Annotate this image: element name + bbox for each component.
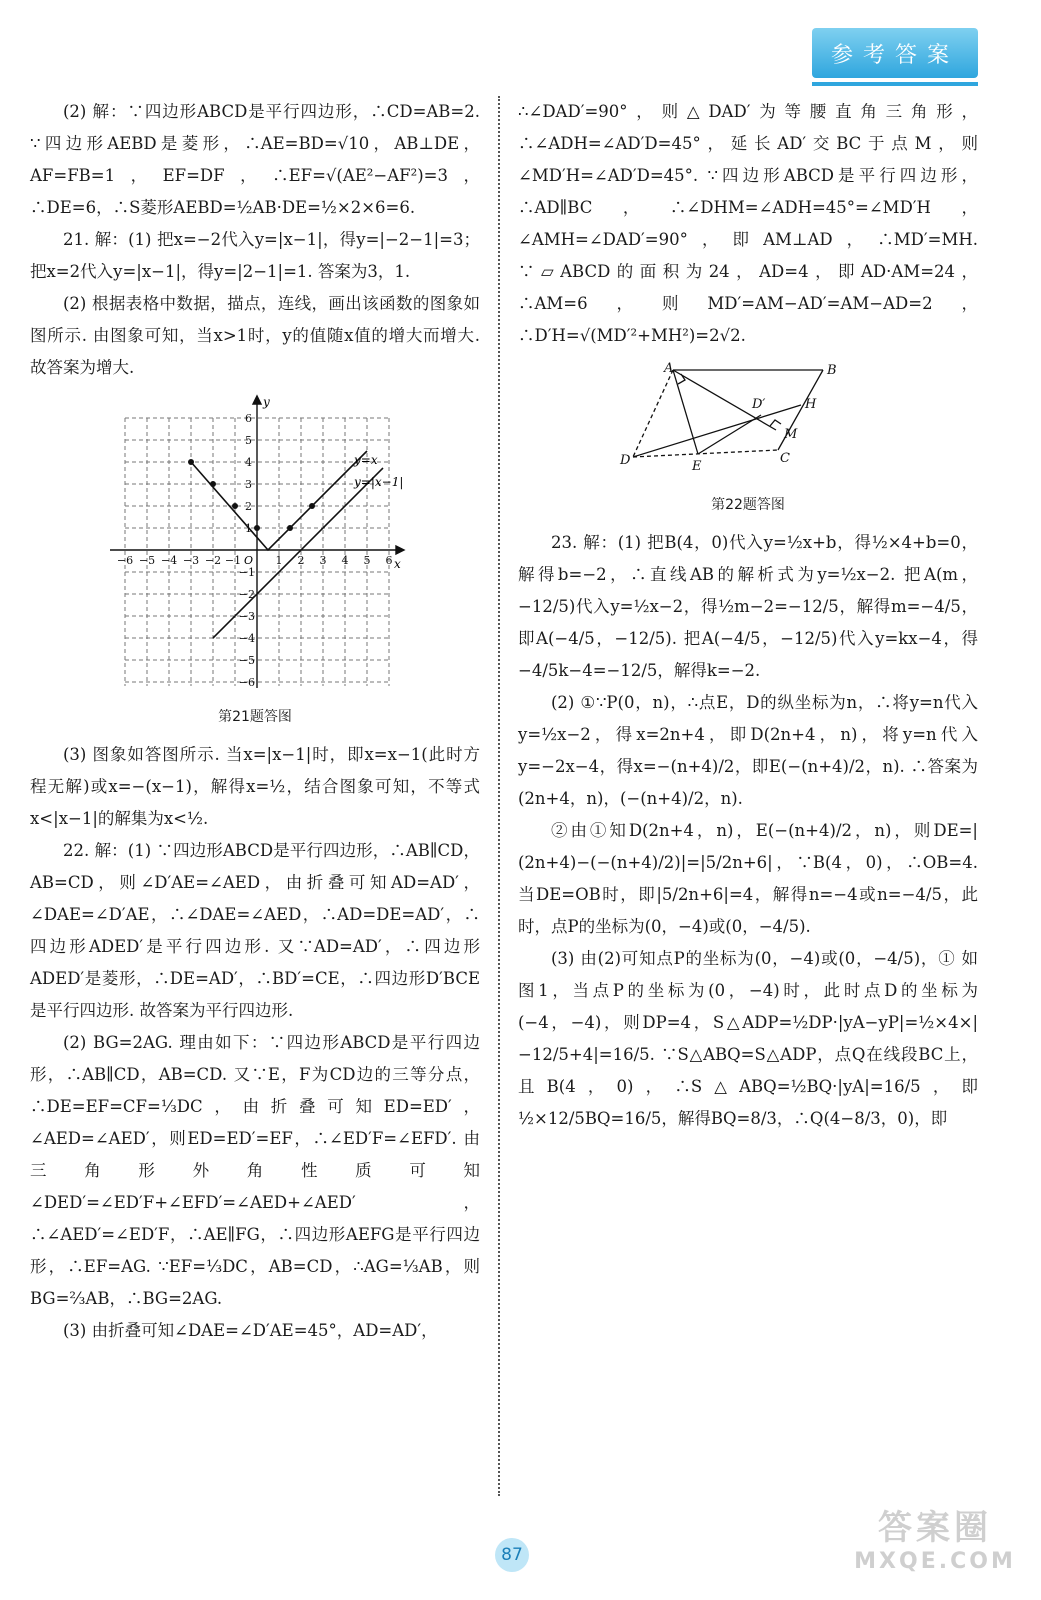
label-m: M <box>784 427 798 442</box>
label-d-prime: D′ <box>752 397 766 412</box>
left-para-4: (3) 图象如答图所示. 当x=|x−1|时，即x=x−1(此时方程无解)或x=−(x−1)，解得x=½，结合图象可知，不等式x<|x−1|的解集为x<½. <box>30 745 480 828</box>
x-tick: 5 <box>363 554 371 567</box>
plot-point <box>188 459 194 465</box>
right-para-3: (2) ①∵P(0，n)，∴点E，D的纵坐标为n，∴将y=n代入y=½x−2，得x=2n+4，即D(2n+4，n)，将y=n代入y=−2x−4，得x=−(n+4)/2，即E(−(n+4)/2，n). ∴答案为(2n+4，n)，(−(n+4)/2，n). <box>518 693 978 808</box>
label-b: B <box>827 363 837 378</box>
y-tick: −3 <box>238 610 255 623</box>
plot-point <box>254 525 260 531</box>
watermark-bottom: MXQE.COM <box>854 1549 1016 1574</box>
y-tick: −1 <box>238 566 255 579</box>
graph-y-eq-abs-x-minus-1 <box>191 451 367 550</box>
segment-dc <box>633 450 778 457</box>
y-tick: 6 <box>245 412 252 425</box>
y-tick: 4 <box>245 456 252 469</box>
right-para-1: ∴∠DAD′=90°，则△DAD′为等腰直角三角形，∴∠ADH=∠AD′D=45°，延长AD′交BC于点M，则∠MD′H=∠AD′D=45°. ∵四边形ABCD是平行四边形，∴AD∥BC，∴∠DHM=∠ADH=45°=∠MD′H，∠AMH=∠DAD′=90°，即AM⊥AD，∴MD′=MH. ∵▱ABCD的面积为24，AD=4，即AD·AM=24，∴AM=6，则MD′=AM−AD′=AM−AD=2，∴D′H=√(MD′²+MH²)=2√2. <box>518 102 978 345</box>
left-para-7: (3) 由折叠可知∠DAE=∠D′AE=45°，AD=AD′， <box>63 1321 438 1340</box>
column-divider <box>498 96 500 1496</box>
y-tick: 5 <box>245 434 252 447</box>
plot-point <box>232 503 238 509</box>
x-tick: −4 <box>160 554 178 567</box>
x-tick: 2 <box>297 554 305 567</box>
y-tick: −5 <box>238 654 255 667</box>
label-y-eq-x: y=x <box>354 453 378 467</box>
x-tick: 1 <box>275 554 283 567</box>
page-number: 87 <box>495 1538 529 1572</box>
label-h: H <box>805 397 817 412</box>
label-y-eq-abs: y=|x−1| <box>354 475 404 489</box>
left-para-3: (2) 根据表格中数据，描点，连线，画出该函数的图象如图所示. 由图象可知，当x>1时，y的值随x值的增大而增大. 故答案为增大. <box>30 294 480 377</box>
answer-key-badge: 参考答案 <box>812 28 978 78</box>
origin-label: O <box>244 554 254 567</box>
left-para-5: 22. 解：(1) ∵四边形ABCD是平行四边形，∴AB∥CD，AB=CD，则∠D′AE=∠AED，由折叠可知AD=AD′，∠DAE=∠D′AE，∴∠DAE=∠AED，∴AD=DE=AD′，∴四边形ADED′是平行四边形. 又∵AD=AD′，∴四边形ADED′是菱形，∴DE=AD′，∴BD′=CE，∴四边形D′BCE是平行四边形. 故答案为平行四边形. <box>30 841 480 1020</box>
x-tick: 4 <box>341 554 349 567</box>
x-axis-label: x <box>394 557 401 571</box>
y-tick: 2 <box>245 500 252 513</box>
right-column <box>518 96 978 1135</box>
x-tick: 3 <box>319 554 327 567</box>
label-a: A <box>664 361 674 376</box>
plot-point <box>309 503 315 509</box>
left-column <box>30 96 480 1347</box>
figure-21-graph <box>100 392 410 692</box>
x-tick: 6 <box>385 554 393 567</box>
right-para-5: (3) 由(2)可知点P的坐标为(0，−4)或(0，−4/5)，① 如图1，当点P的坐标为(0，−4)时，此时点D的坐标为(−4，−4)，则DP=4，S△ADP=½DP·|yA−yP|=½×4×|−12/5+4|=16/5. ∵S△ABQ=S△ADP，点Q在线段BC上，且B(4，0)，∴S△ABQ=½BQ·|yA|=16/5，即½×12/5BQ=16/5，解得BQ=8/3，∴Q(4−8/3，0)，即 <box>518 949 978 1128</box>
watermark-logo <box>840 1508 1030 1588</box>
left-para-2: 21. 解：(1) 把x=−2代入y=|x−1|，得y=|−2−1|=3；把x=2代入y=|x−1|，得y=|2−1|=1. 答案为3，1. <box>30 230 480 281</box>
right-angle-m <box>770 420 781 426</box>
right-para-2: 23. 解：(1) 把B(4，0)代入y=½x+b，得½×4+b=0，解得b=−2，∴直线AB的解析式为y=½x−2. 把A(m，−12/5)代入y=½x−2，得½m−2=−12/5，解得m=−4/5，即A(−4/5，−12/5). 把A(−4/5，−12/5)代入y=kx−4，得−4/5k−4=−12/5，解得k=−2. <box>518 533 978 680</box>
plot-point <box>287 525 293 531</box>
x-tick: −6 <box>116 554 134 567</box>
y-tick: −4 <box>238 632 255 645</box>
label-d: D <box>620 453 631 468</box>
badge-underline <box>812 82 978 86</box>
left-para-6: (2) BG=2AG. 理由如下：∵四边形ABCD是平行四边形，∴AB∥CD，AB=CD. 又∵E，F为CD边的三等分点，∴DE=EF=CF=⅓DC，由折叠可知ED=ED′，∠AED=∠AED′，则ED=ED′=EF，∴∠ED′F=∠EFD′. 由三角形外角性质可知∠DED′=∠ED′F+∠EFD′=∠AED+∠AED′，∴∠AED′=∠ED′F，∴AE∥FG，∴四边形AEFG是平行四边形，∴EF=AG. ∵EF=⅓DC，AB=CD，∴AG=⅓AB，则BG=⅔AB，∴BG=2AG. <box>30 1033 480 1308</box>
x-tick: −5 <box>138 554 156 567</box>
label-e: E <box>692 459 702 474</box>
x-tick: −1 <box>224 554 242 567</box>
right-angle-a <box>678 374 685 384</box>
segment-dh <box>633 405 801 457</box>
x-tick: −2 <box>204 554 222 567</box>
line-y-eq-x <box>213 468 383 638</box>
left-para-1: (2) 解：∵四边形ABCD是平行四边形，∴CD=AB=2. ∵四边形AEBD是菱形，∴AE=BD=√10，AB⊥DE，AF=FB=1，EF=DF，∴EF=√(AE²−AF²)=3，∴DE=6，∴S菱形AEBD=½AB·DE=½×2×6=6. <box>30 102 480 217</box>
y-axis-label: y <box>263 395 270 409</box>
x-tick: −3 <box>182 554 200 567</box>
label-c: C <box>780 451 790 466</box>
y-tick: 3 <box>245 478 252 491</box>
watermark-top: 答案圈 <box>878 1508 992 1548</box>
segment-ad <box>633 370 673 457</box>
figure-21-caption: 第21题答图 <box>218 709 292 725</box>
figure-22-caption: 第22题答图 <box>711 497 785 513</box>
y-tick: −6 <box>238 676 255 689</box>
right-para-4: ②由①知D(2n+4，n)，E(−(n+4)/2，n)，则DE=|(2n+4)−(−(n+4)/2)|=|5/2n+6|，∵B(4，0)，∴OB=4. 当DE=OB时，即|5/2n+6|=4，解得n=−4或n=−4/5，此时，点P的坐标为(0，−4)或(0，−4/5). <box>518 821 978 936</box>
y-tick: −2 <box>238 588 255 601</box>
y-tick: 1 <box>245 522 252 535</box>
plot-point <box>210 481 216 487</box>
figure-22 <box>518 360 978 517</box>
figure-22-diagram <box>618 360 878 480</box>
figure-21 <box>30 392 480 729</box>
